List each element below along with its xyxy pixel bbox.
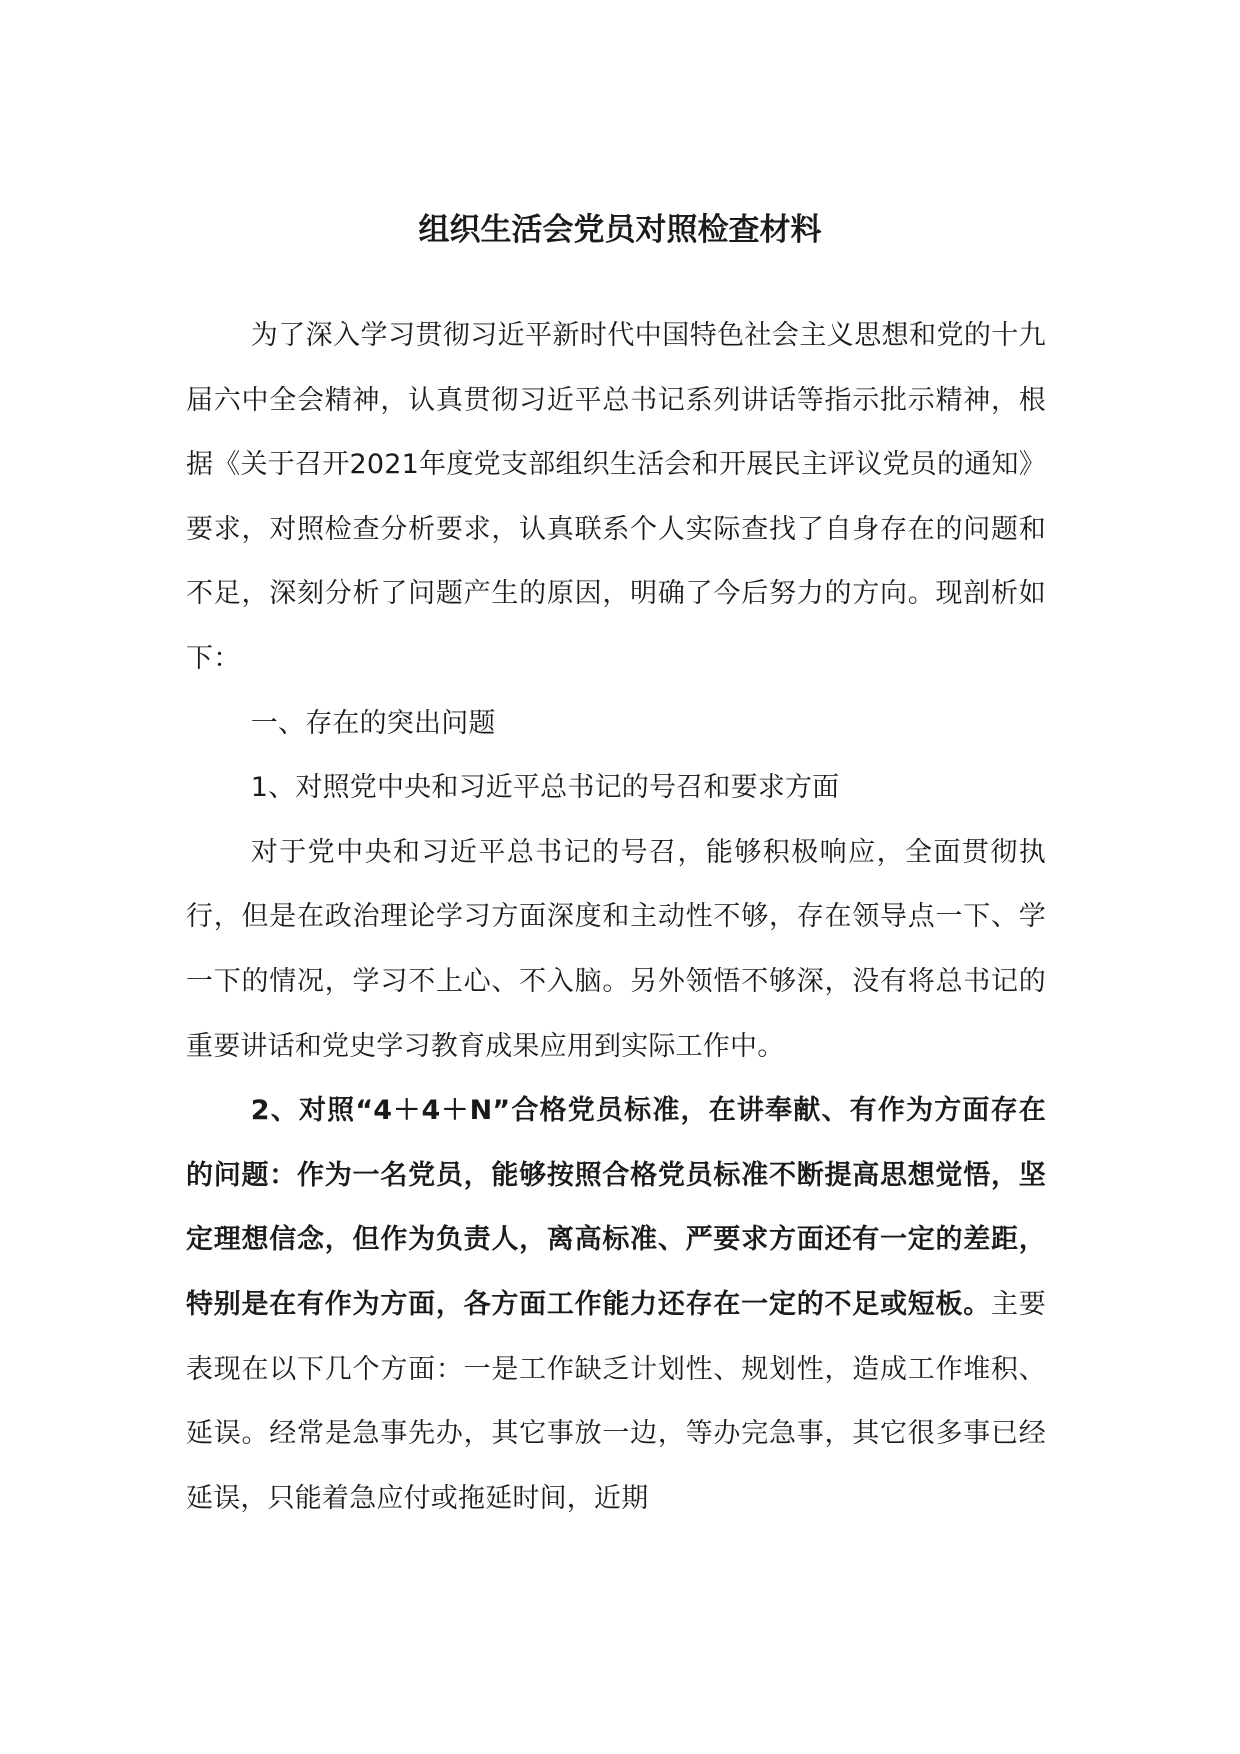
item2-paragraph [186,1079,1046,1531]
intro-paragraph: 为了深入学习贯彻习近平新时代中国特色社会主义思想和党的十九届六中全会精神，认真贯彻习近平总书记系列讲话等指示批示精神，根据《关于召开2021年度党支部组织生活会和开展民主评议党员的通知》要求，对照检查分析要求，认真联系个人实际查找了自身存在的问题和不足，深刻分析了问题产生的原因，明确了今后努力的方向。现剖析如下： [186,320,1046,674]
section-heading: 一、存在的突出问题 [250,707,496,739]
item1-heading: 1、对照党中央和习近平总书记的号召和要求方面 [250,772,840,804]
item1-paragraph: 对于党中央和习近平总书记的号召，能够积极响应，全面贯彻执行，但是在政治理论学习方面深度和主动性不够，存在领导点一下、学一下的情况，学习不上心、不入脑。另外领悟不够深，没有将总书记的重要讲话和党史学习教育成果应用到实际工作中。 [186,836,1046,1062]
document-body [186,304,1046,1531]
item2-bold-text: 2、对照“4＋4＋N”合格党员标准，在讲奉献、有作为方面存在的问题：作为一名党员，能够按照合格党员标准不断提高思想觉悟，坚定理想信念，但作为负责人，离高标准、严要求方面还有一定的差距，特别是在有作为方面，各方面工作能力还存在一定的不足或短板。 [186,1095,1046,1320]
item2-normal-text: 主要表现在以下几个方面：一是工作缺乏计划性、规划性，造成工作堆积、延误。经常是急事先办，其它事放一边，等办完急事，其它很多事已经延误，只能着急应付或拖延时间，近期 [186,1288,1046,1514]
document-title: 组织生活会党员对照检查材料 [418,212,822,248]
